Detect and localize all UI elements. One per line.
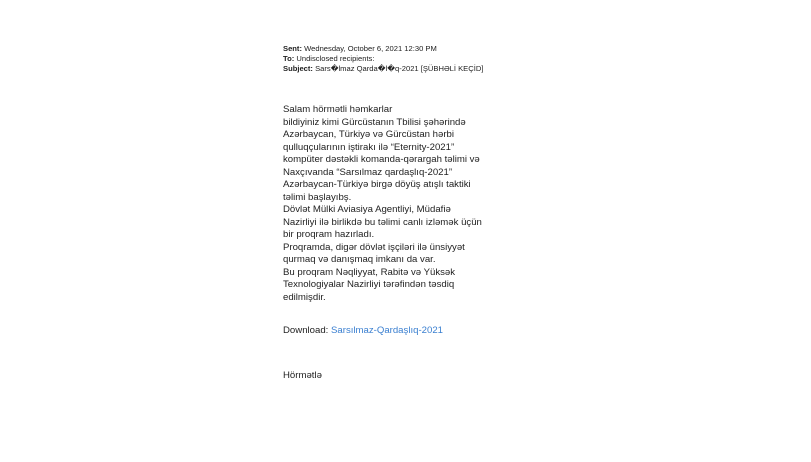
email-body (283, 104, 523, 304)
to-value: Undisclosed recipients: (296, 54, 375, 63)
body-line: Texnologiyalar Nazirliyi tərəfindən təsdiq (283, 279, 455, 290)
body-line: Azərbaycan, Türkiyə və Gürcüstan hərbi (283, 129, 454, 140)
signoff: Hörmətlə (283, 369, 322, 381)
body-line: Naxçıvanda “Sarsılmaz qardaşlıq-2021” (283, 166, 453, 178)
body-line: bir proqram hazırladı. (283, 229, 375, 240)
body-line: Azərbaycan-Türkiyə birgə döyüş atışlı taktiki (283, 179, 471, 190)
sent-label: Sent: (283, 44, 302, 53)
download-line (283, 325, 523, 338)
sent-header (283, 44, 523, 54)
body-line: qulluqçularının iştirakı ilə “Eternity-2021” (283, 141, 455, 153)
email-message (283, 44, 523, 382)
sent-value: Wednesday, October 6, 2021 12:30 PM (304, 44, 437, 53)
body-line: Bu proqram Nəqliyyat, Rabitə və Yüksək (283, 266, 456, 278)
body-line: Salam hörmətli həmkarlar (283, 104, 393, 115)
to-header (283, 54, 523, 64)
body-line: Dövlət Mülki Aviasiya Agentliyi, Müdafiə (283, 204, 451, 215)
body-line: edilmişdir. (283, 291, 326, 303)
download-link[interactable]: Sarsılmaz-Qardaşlıq-2021 (331, 325, 443, 336)
subject-value: Sars�lmaz Qarda�l�q-2021 [ŞÜBHƏLİ KEÇİD] (315, 64, 484, 73)
subject-label: Subject: (283, 64, 313, 73)
download-label: Download: (283, 325, 329, 336)
body-line: kompüter dəstəkli komanda-qərargah təlimi və (283, 154, 480, 165)
body-line: qurmaq və danışmaq imkanı da var. (283, 254, 436, 265)
to-label: To: (283, 54, 295, 63)
subject-header (283, 64, 523, 74)
body-line: Nazirliyi ilə birlikdə bu təlimi canlı izləmək üçün (283, 216, 482, 228)
body-line: təlimi başlayıbş. (283, 191, 352, 203)
body-line: Proqramda, digər dövlət işçiləri ilə ünsiyyət (283, 241, 465, 253)
email-headers (283, 44, 523, 74)
body-line: bildiyiniz kimi Gürcüstanın Tbilisi şəhərində (283, 116, 466, 128)
